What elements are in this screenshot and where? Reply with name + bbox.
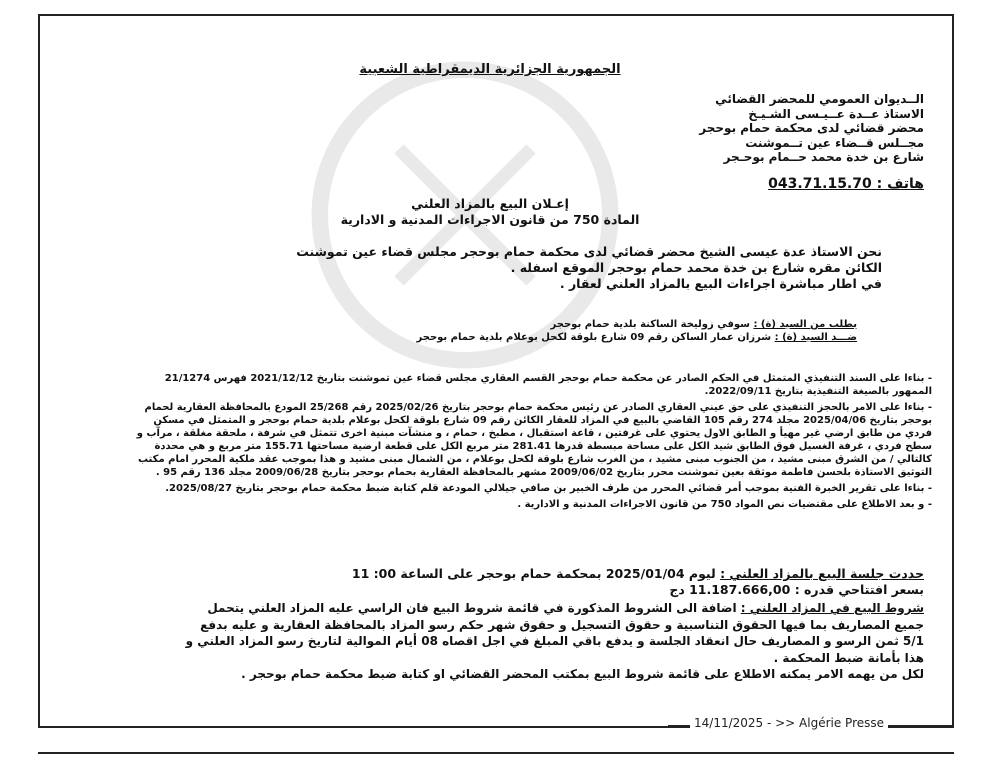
bailiff-header [594, 92, 924, 165]
notice-titles [180, 196, 800, 228]
session-label: حددت جلسة البيع بالمزاد العلني : [720, 566, 924, 581]
list-item: - بناءا على السند التنفيذي المتمثل في الحكم الصادر عن محكمة حمام بوحجر القسم العقاري مجلس قضاء عين تموشنت بتاريخ 2021/12/12 فهرس 21/1274 الممهور بالصيغة التنفيذية بتاريخ 2022/09/11. [164, 373, 932, 397]
price-line [184, 582, 924, 598]
list-item: - بناءا على تقرير الخبرة الفنية بموجب أمر قضائي المحرر من طرف الخبير بن صافي جيلالي المودعة قلم كتابة ضبط محكمة حمام بوحجر بتاريخ 2025/08/27. [165, 483, 932, 494]
requester-label: بطلب من السيد (ة) : [753, 319, 857, 330]
against-text: شرزان عمار الساكن رقم 09 شارع بلوقة لكحل بوعلام بلدية حمام بوحجر [416, 332, 772, 343]
phone-number: 043.71.15.70 [768, 176, 872, 192]
price-label: بسعر افتتاحي قدره : [794, 582, 924, 597]
parties-block [197, 318, 857, 344]
session-block [184, 566, 924, 598]
conditions-text: اضافة الى الشروط المذكورة في قائمة شروط البيع فان الراسي عليه المزاد العلني يتحمل جميع المصاريف بما فيها الحقوق التناسبية و حقوق التسجيل و حقوق شهر حكم رسو المزاد بالمحافظة العقارية و عليه بدفع 5/1 ثمن الرسو و المصاريف حال انعقاد الجلسة و يدفع باقي المبلغ في اجل اقصاه 08 أيام الموالية لتاريخ رسو المزاد العلني و هذا بأمانة ضبط المحكمة . [185, 601, 924, 665]
against-line [197, 331, 857, 344]
closing-text: لكل من يهمه الامر يمكنه الاطلاع على قائمة شروط البيع بمكتب المحضر القضائي او كتابة ضبط محكمة حمام بوحجر . [241, 667, 924, 681]
session-line [184, 566, 924, 582]
list-item: - و بعد الاطلاع على مقتضيات نص المواد 750 من قانون الاجراءات المدنية و الادارية . [517, 499, 932, 510]
notice-subtitle: المادة 750 من قانون الاجراءات المدنية و الادارية [340, 212, 640, 227]
header-line: مجــلس قــضاء عين تــموشنت [745, 135, 924, 150]
requester-line [197, 318, 857, 331]
header-line: محضر قضائي لدى محكمة حمام بوحجر [699, 121, 924, 135]
requester-text: سوفي زوليخة الساكنة بلدية حمام بوحجر [550, 319, 750, 330]
intro-line: في اطار مباشرة اجراءات البيع بالمزاد العلني لعقار . [559, 276, 882, 291]
conditions-block [184, 600, 924, 683]
header-line: الــديوان العمومي للمحضر القضائي [715, 92, 924, 106]
phone-label: هاتف : [876, 176, 924, 192]
intro-paragraph [162, 244, 882, 292]
session-text: ليوم 2025/01/04 بمحكمة حمام بوحجر على الساعة 00: 11 [351, 566, 716, 581]
bottom-divider [38, 752, 954, 754]
intro-line: الكائن مقره شارع بن خدة محمد حمام بوحجر الموقع اسفله . [510, 260, 882, 275]
republic-heading: الجمهورية الجزائرية الديمقراطية الشعبية [359, 62, 621, 77]
phone-line [768, 176, 924, 192]
against-label: ضـــد السيد (ة) : [774, 332, 857, 343]
header-line: الاستاذ عــدة عــيـسى الشـيـخ [748, 106, 924, 121]
price-value: 11.187.666,00 دج [669, 582, 791, 597]
legal-basis-list [132, 372, 932, 514]
conditions-label: شروط البيع في المزاد العلني : [740, 601, 924, 615]
list-item: - بناءا على الامر بالحجز التنفيذي على حق عيني العقاري الصادر عن رئيس محكمة حمام بوحجر بتاريخ 2025/02/26 رقم 25/268 المودع بالمحافظة العقارية لحمام بوحجر بتاريخ 2025/04/06 مجلد 274 رقم 105 القاضي بالبيع في المزاد للعقار الكائن رقم 09 شارع بلوقة لكحل بوعلام بلدية حمام بوحجر و المتمثل في مسكن فردي من طابق ارضي غير مهيأ و الطابق الاول يحتوي على غرفتين ، قاعة استقبال ، مطبخ ، حمام ، و منشآت مبنية اخرى تتمثل في شرفة ، ملحقة مغلقة ، مرآب و سطح فردي ، غرفة الغسيل فوق الطابق شيد الكل على مساحة مبسطة قدرها 281.41 متر مربع الكل على قطعة ارضية مساحتها 155.71 متر مربع و هي محددة كالتالي / من الشرق مبنى مشيد ، من الجنوب مبنى مشيد ، من الغرب شارع بلوقة لكحل بوعلام ، من الشمال مبنى مشيد و هذا بموجب عقد ملكية المحرر امام مكتب التوثيق الاستاذة بلحسن فاطمة موثقة بعين تموشنت محرر بتاريخ 2009/06/02 مشهر بالمحافظة العقارية بحمام بوحجر بتاريخ 2009/06/28 مجلد 136 رقم 95 . [136, 402, 932, 478]
intro-line: نحن الاستاذ عدة عيسى الشيخ محضر قضائي لدى محكمة حمام بوحجر مجلس قضاء عين تموشنت [296, 244, 882, 259]
notice-title: إعـلان البيع بالمزاد العلني [411, 196, 569, 211]
footer-source: 14/11/2025 - >> Algérie Presse [690, 716, 888, 730]
header-line: شارع بن خدة محمد حــمام بوحـجر [723, 150, 924, 164]
